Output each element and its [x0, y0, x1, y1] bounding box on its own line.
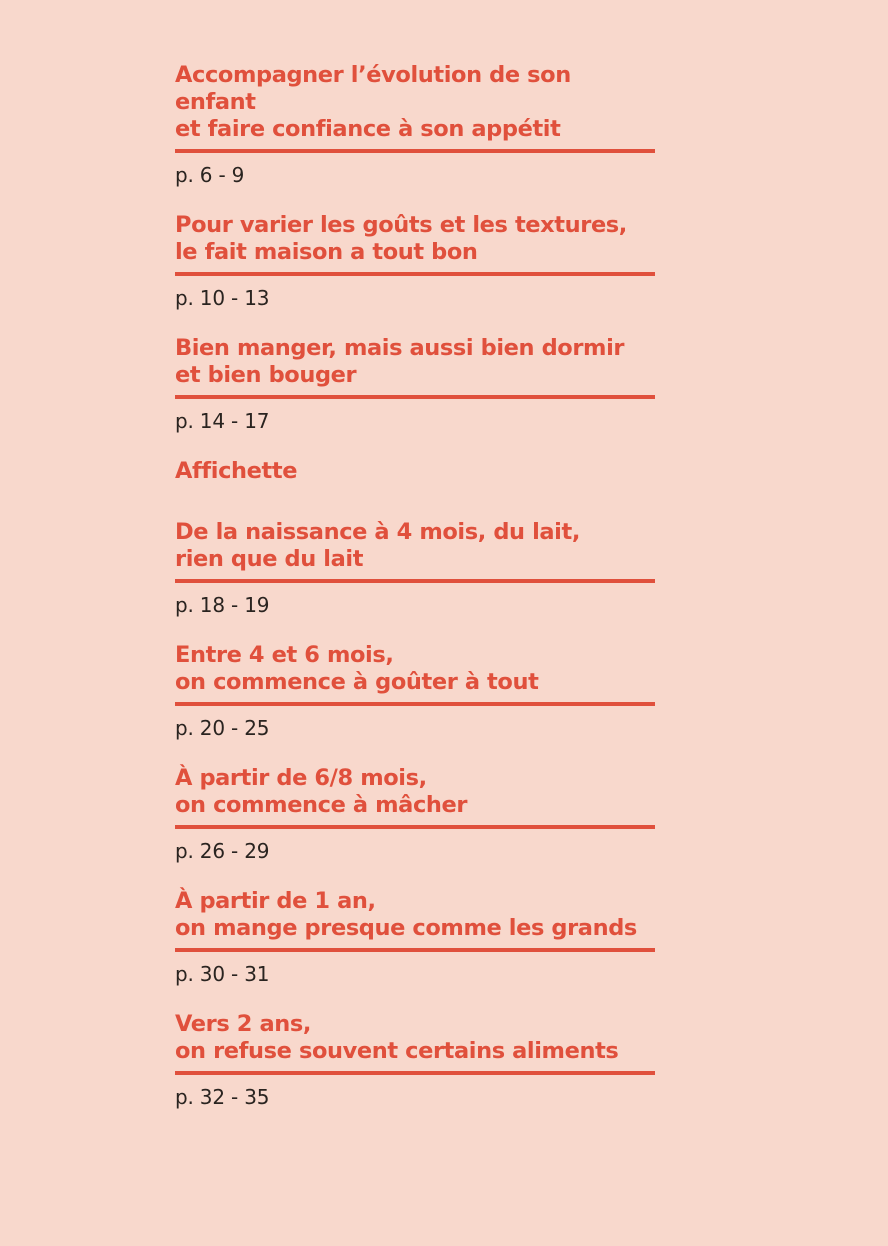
- toc-entry-fait-maison[interactable]: [175, 212, 655, 310]
- toc-entry-title[interactable]: À partir de 1 an, on mange presque comme les grands: [175, 888, 637, 941]
- toc-entry-title[interactable]: À partir de 6/8 mois, on commence à mâcher: [175, 765, 468, 818]
- toc-entry-4-6-mois[interactable]: [175, 642, 655, 740]
- toc-entry-title[interactable]: Vers 2 ans, on refuse souvent certains aliments: [175, 1011, 619, 1064]
- toc-entry-pages: p. 14 - 17: [175, 409, 270, 433]
- toc-entry-pages: p. 20 - 25: [175, 716, 270, 740]
- toc-entry-title[interactable]: Entre 4 et 6 mois, on commence à goûter à tout: [175, 642, 539, 695]
- toc-entry-pages: p. 6 - 9: [175, 163, 245, 187]
- toc-entry-pages: p. 18 - 19: [175, 593, 270, 617]
- divider: [175, 702, 655, 706]
- toc-entry-title[interactable]: Pour varier les goûts et les textures, le fait maison a tout bon: [175, 212, 627, 265]
- toc-entry-2-ans[interactable]: [175, 1011, 655, 1109]
- toc-entry-6-8-mois[interactable]: [175, 765, 655, 863]
- divider: [175, 1071, 655, 1075]
- toc-entry-naissance-4-mois[interactable]: [175, 519, 655, 617]
- toc-entry-evolution-enfant[interactable]: [175, 62, 655, 187]
- divider: [175, 579, 655, 583]
- toc-entry-title[interactable]: Accompagner l’évolution de son enfant et faire confiance à son appétit: [175, 62, 571, 142]
- toc-entry-pages: p. 26 - 29: [175, 839, 270, 863]
- toc-entry-title[interactable]: Bien manger, mais aussi bien dormir et bien bouger: [175, 335, 625, 388]
- divider: [175, 948, 655, 952]
- toc-entry-pages: p. 32 - 35: [175, 1085, 270, 1109]
- toc-entry-affichette[interactable]: [175, 458, 655, 485]
- toc-entry-pages: p. 10 - 13: [175, 286, 270, 310]
- divider: [175, 272, 655, 276]
- divider: [175, 825, 655, 829]
- divider: [175, 149, 655, 153]
- table-of-contents: [175, 62, 655, 1134]
- toc-entry-dormir-bouger[interactable]: [175, 335, 655, 433]
- toc-entry-title[interactable]: De la naissance à 4 mois, du lait, rien que du lait: [175, 519, 580, 572]
- toc-entry-1-an[interactable]: [175, 888, 655, 986]
- toc-entry-pages: p. 30 - 31: [175, 962, 270, 986]
- toc-entry-title[interactable]: Affichette: [175, 458, 298, 484]
- divider: [175, 395, 655, 399]
